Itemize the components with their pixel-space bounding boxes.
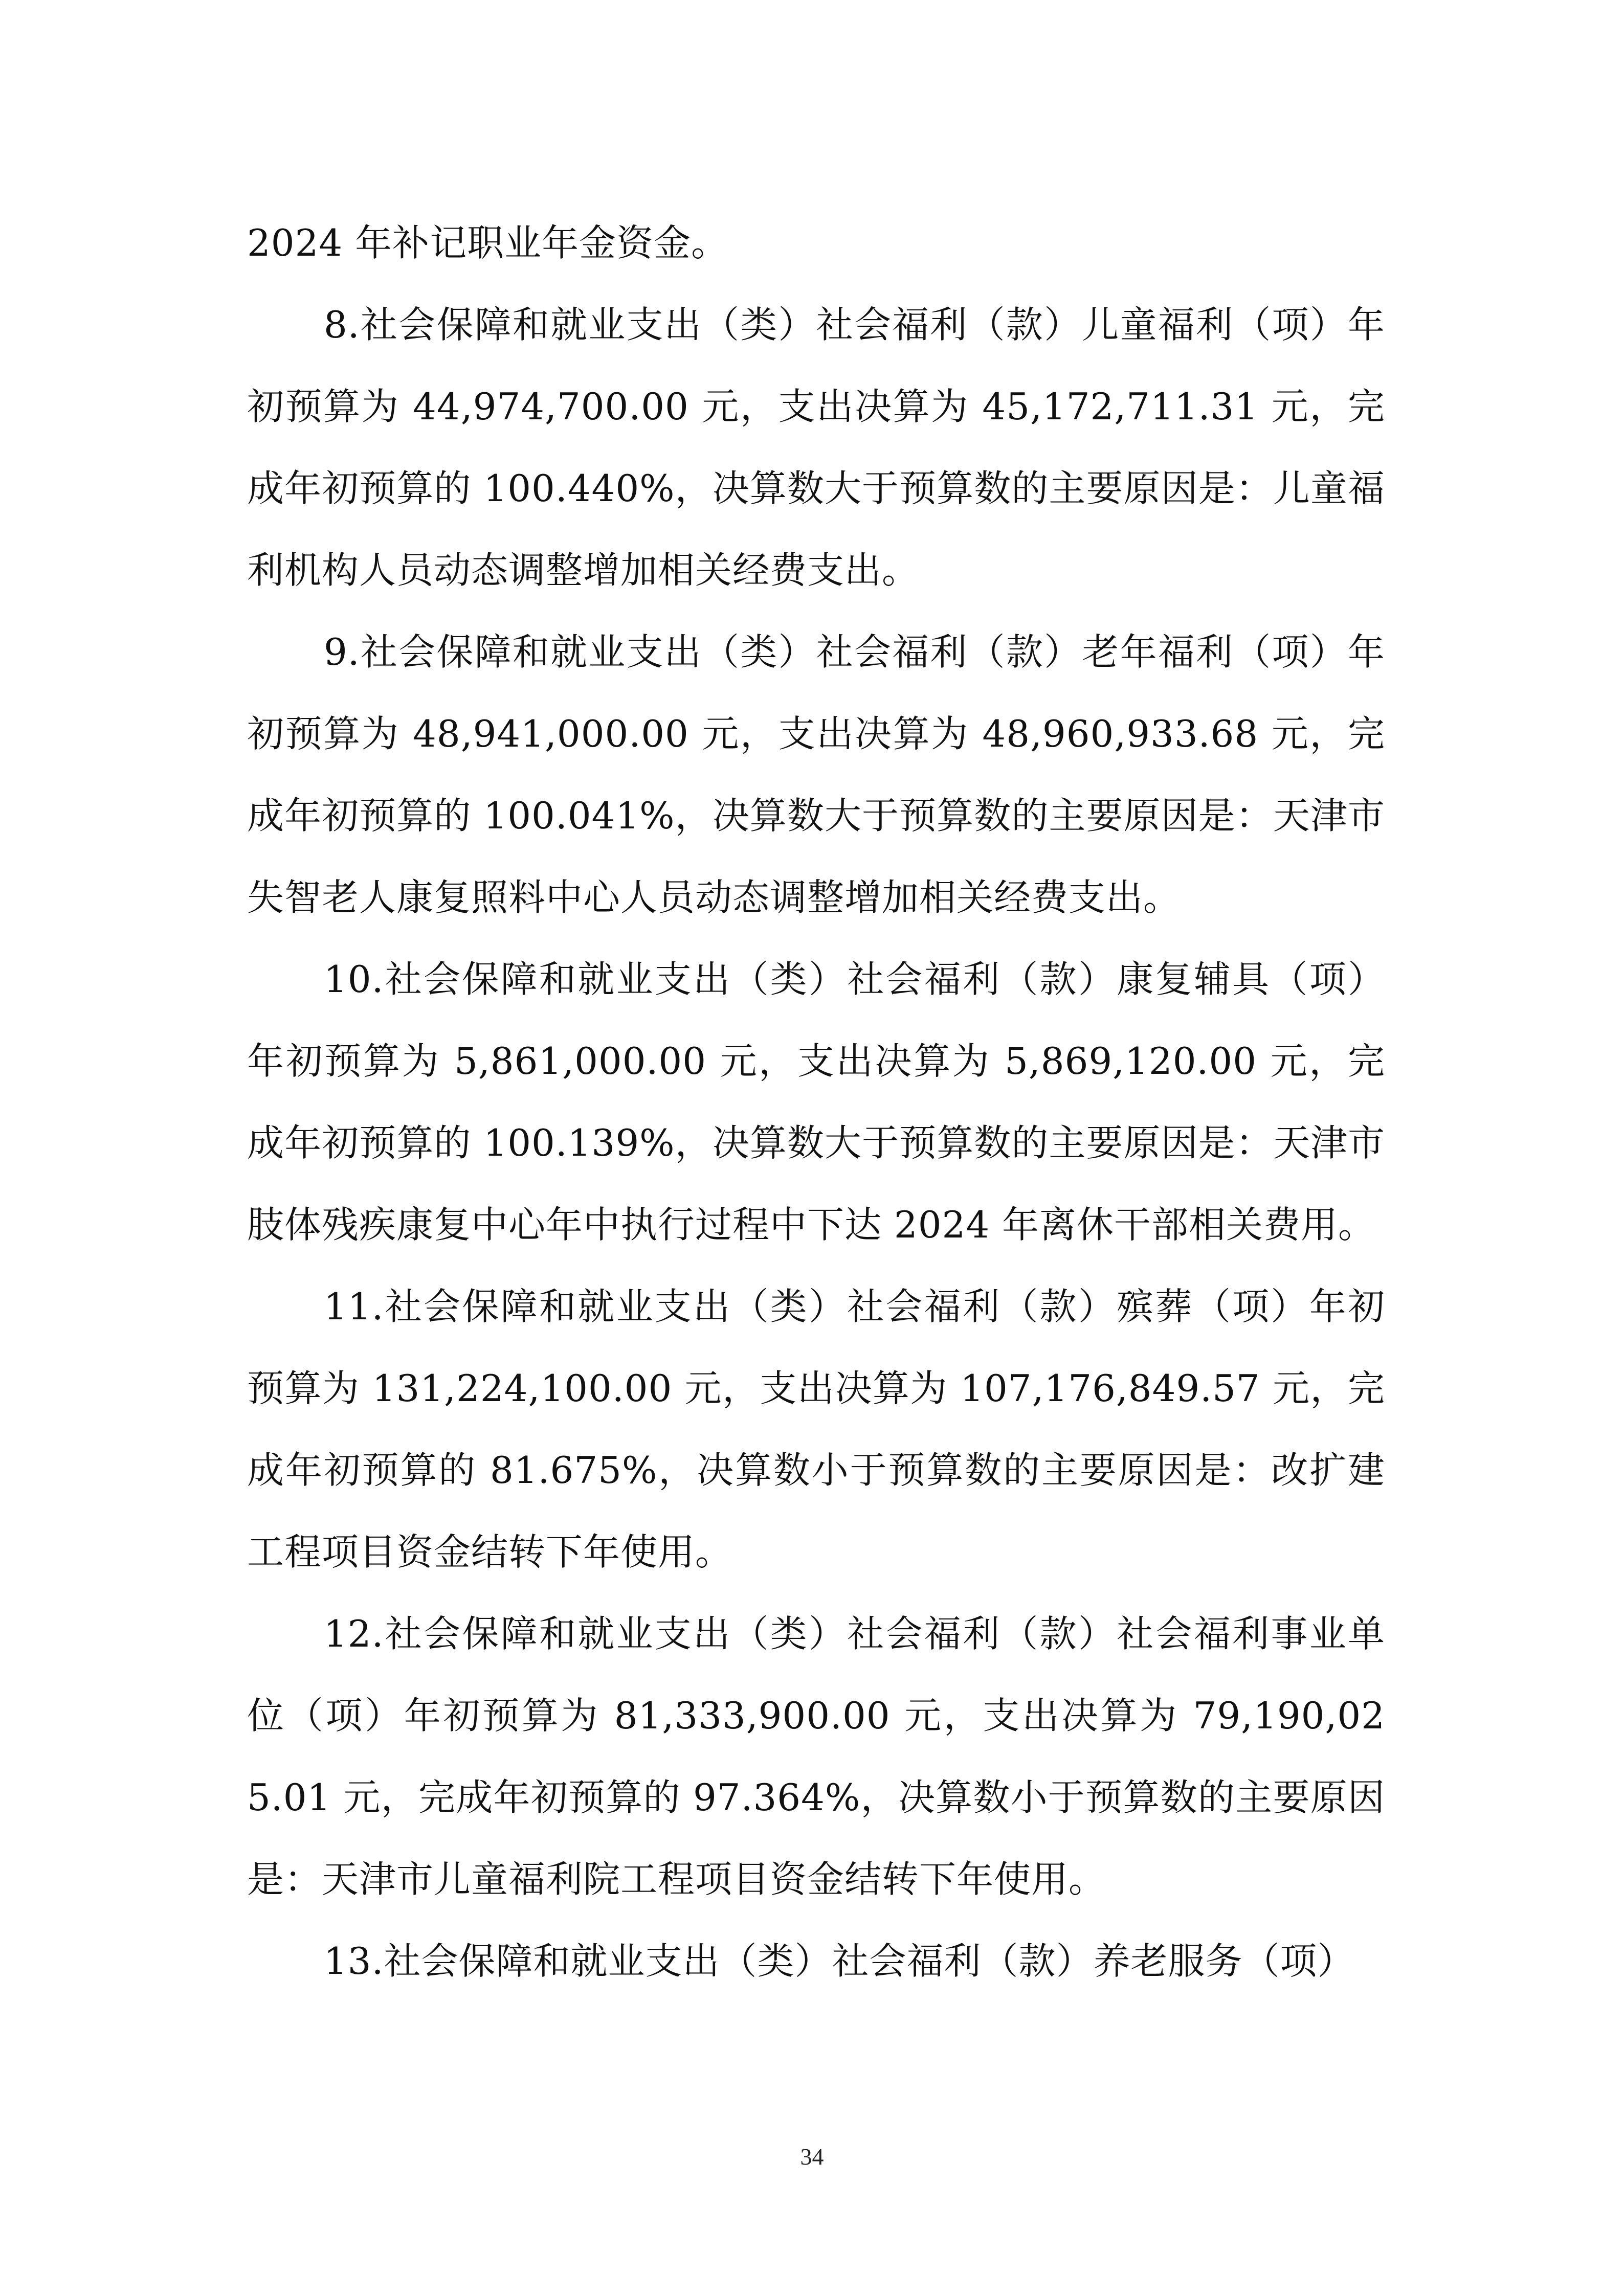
paragraph-4: 10.社会保障和就业支出（类）社会福利（款）康复辅具（项）年初预算为 5,861,000.00 元，支出决算为 5,869,120.00 元，完成年初预算的 100.139%，决算数大于预算数的主要原因是：天津市肢体残疾康复中心年中执行过程中下达 2024 年离休干部相关费用。	[247, 958, 1385, 1246]
paragraph-2: 8.社会保障和就业支出（类）社会福利（款）儿童福利（项）年初预算为 44,974,700.00 元，支出决算为 45,172,711.31 元，完成年初预算的 100.440%，决算数大于预算数的主要原因是：儿童福利机构人员动态调整增加相关经费支出。	[247, 303, 1385, 592]
page-number: 34	[800, 2144, 824, 2170]
document-body	[247, 202, 1385, 2002]
paragraph-1: 2024 年补记职业年金资金。	[247, 221, 729, 264]
paragraph-6: 12.社会保障和就业支出（类）社会福利（款）社会福利事业单位（项）年初预算为 81,333,900.00 元，支出决算为 79,190,025.01 元，完成年初预算的 97.364%，决算数小于预算数的主要原因是：天津市儿童福利院工程项目资金结转下年使用。	[247, 1612, 1385, 1901]
paragraph-3: 9.社会保障和就业支出（类）社会福利（款）老年福利（项）年初预算为 48,941,000.00 元，支出决算为 48,960,933.68 元，完成年初预算的 100.041%，决算数大于预算数的主要原因是：天津市失智老人康复照料中心人员动态调整增加相关经费支出。	[247, 631, 1385, 919]
paragraph-7: 13.社会保障和就业支出（类）社会福利（款）养老服务（项）	[324, 1940, 1355, 1983]
paragraph-5: 11.社会保障和就业支出（类）社会福利（款）殡葬（项）年初预算为 131,224,100.00 元，支出决算为 107,176,849.57 元，完成年初预算的 81.675%，决算数小于预算数的主要原因是：改扩建工程项目资金结转下年使用。	[247, 1285, 1385, 1573]
